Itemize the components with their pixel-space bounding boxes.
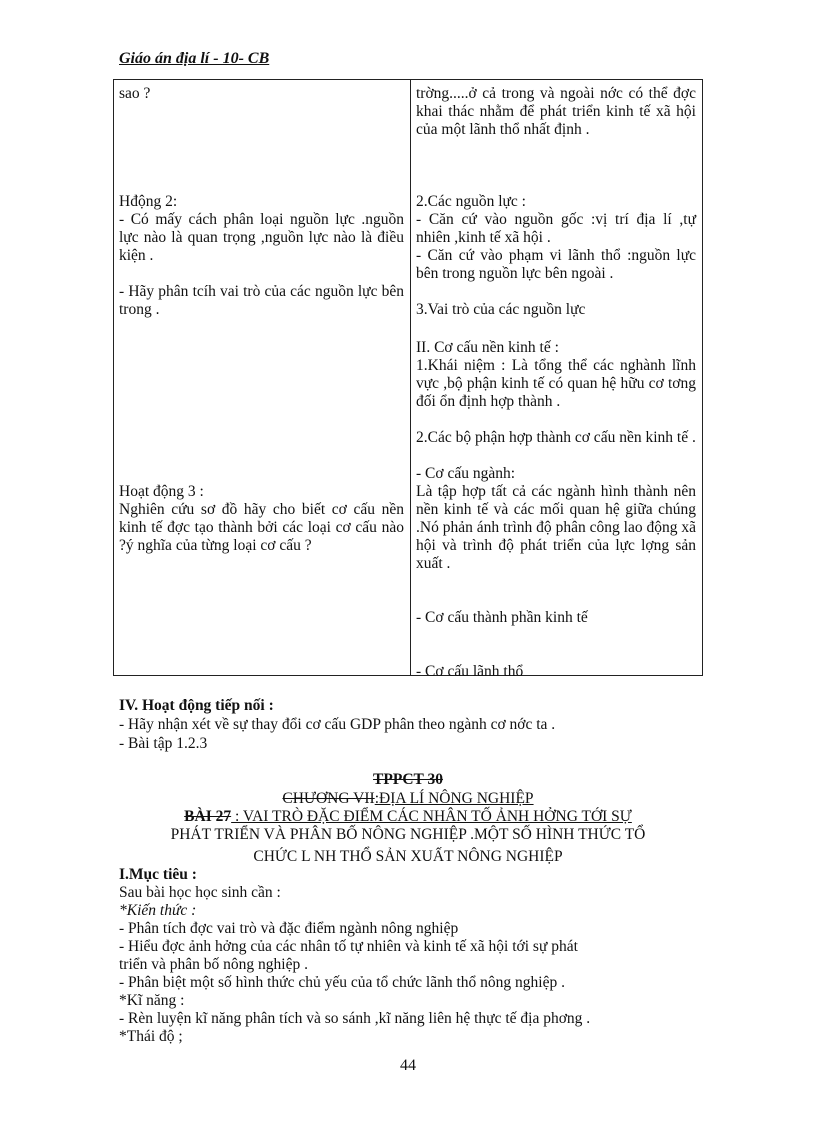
sector-structure-title: - Cơ cấu ngành: [416, 465, 516, 482]
page-number: 44 [400, 1057, 416, 1074]
left-cell-1: sao ? [119, 85, 151, 102]
lesson-title-line-3: CHỨC L NH THỔ SẢN XUẤT NÔNG NGHIỆP [253, 848, 563, 865]
activity-2-question-2: - Hãy phân tcíh vai trò của các nguồn lực bên trong . [119, 283, 404, 318]
knowledge-2a: - Hiểu đợc ảnh hởng của các nhân tố tự nhiên và kinh tế xã hội tới sự phát [119, 938, 578, 955]
knowledge-1: - Phân tích đợc vai trò và đặc điểm ngành nông nghiệp [119, 920, 459, 937]
objectives-intro: Sau bài học học sinh cần : [119, 884, 281, 901]
tppct-label: TPPCT 30 [373, 771, 443, 788]
sector-structure-text: Là tập hợp tất cả các ngành hình thành nên nền kinh tế và các mối quan hệ giữa chúng .Nó phản ánh trình độ phân công lao động xã hội và trình độ phát triển của lực lợng sản xuất . [416, 483, 696, 572]
section-4-line-1: - Hãy nhận xét về sự thay đổi cơ cấu GDP phân theo ngành cơ nớc ta . [119, 716, 556, 733]
concept-definition: 1.Khái niệm : Là tổng thể các nghành lĩnh vực ,bộ phận kinh tế có quan hệ hữu cơ tơng đối ổn định hợp thành . [416, 357, 696, 410]
chapter-name: :ĐỊA LÍ NÔNG NGHIỆP [374, 790, 534, 807]
skills-1: - Rèn luyện kĩ năng phân tích và so sánh ,kĩ năng liên hệ thực tế địa phơng . [119, 1010, 591, 1027]
ownership-structure: - Cơ cấu thành phần kinh tế [416, 609, 588, 626]
resources-role: 3.Vai trò của các nguồn lực [416, 301, 586, 318]
knowledge-2b: triển và phân bố nông nghiệp . [119, 956, 308, 973]
activity-2-question-1: - Có mấy cách phân loại nguồn lực .nguồn lực nào là quan trọng ,nguồn lực nào là điều kiện . [119, 211, 404, 264]
right-cell-1: trờng.....ở cả trong và ngoài nớc có thể đợc khai thác nhằm để phát triển kinh tế xã hội của một lãnh thổ nhất định . [416, 85, 696, 138]
lesson-number: BÀI 27 [184, 808, 232, 825]
activity-3-title: Hoạt động 3 : [119, 483, 204, 500]
attitude-heading: *Thái độ ; [119, 1028, 183, 1045]
economic-structure-heading: II. Cơ cấu nền kinh tế : [416, 339, 559, 356]
section-4-title: IV. Hoạt động tiếp nối : [119, 697, 274, 714]
knowledge-heading: *Kiến thức : [119, 902, 197, 919]
column-divider [410, 80, 411, 675]
page-header: Giáo án địa lí - 10- CB [119, 50, 270, 67]
lesson-table [113, 79, 703, 680]
objectives-title: I.Mục tiêu : [119, 866, 197, 883]
resources-heading: 2.Các nguồn lực : [416, 193, 526, 210]
lesson-title-line-1 [113, 808, 703, 826]
structure-components: 2.Các bộ phận hợp thành cơ cấu nền kinh tế . [416, 429, 696, 446]
activity-3-question: Nghiên cứu sơ đồ hãy cho biết cơ cấu nền kinh tế đợc tạo thành bởi các loại cơ cấu nào ?ý nghĩa của từng loại cơ cấu ? [119, 501, 404, 554]
resources-scope: - Căn cứ vào phạm vi lãnh thổ :nguồn lực bên trong nguồn lực bên ngoài . [416, 247, 696, 282]
territorial-structure: - Cơ cấu lãnh thổ [416, 663, 524, 680]
skills-heading: *Kĩ năng : [119, 992, 185, 1009]
lesson-title-line-2: PHÁT TRIỂN VÀ PHÂN BỐ NÔNG NGHIỆP .MỘT SỐ HÌNH THỨC TỔ [170, 826, 646, 843]
chapter-title [113, 790, 703, 808]
resources-origin: - Căn cứ vào nguồn gốc :vị trí địa lí ,tự nhiên ,kinh tế xã hội . [416, 211, 696, 246]
section-4-line-2: - Bài tập 1.2.3 [119, 735, 208, 752]
chapter-prefix: CHƯƠNG VII [282, 790, 375, 807]
knowledge-3: - Phân biệt một số hình thức chủ yếu của tổ chức lãnh thổ nông nghiệp . [119, 974, 565, 991]
activity-2-title: Hđộng 2: [119, 193, 178, 210]
lesson-title-l1: : VAI TRÒ ĐẶC ĐIỂM CÁC NHÂN TỐ ẢNH HỞNG TỚI SỰ [231, 808, 632, 825]
